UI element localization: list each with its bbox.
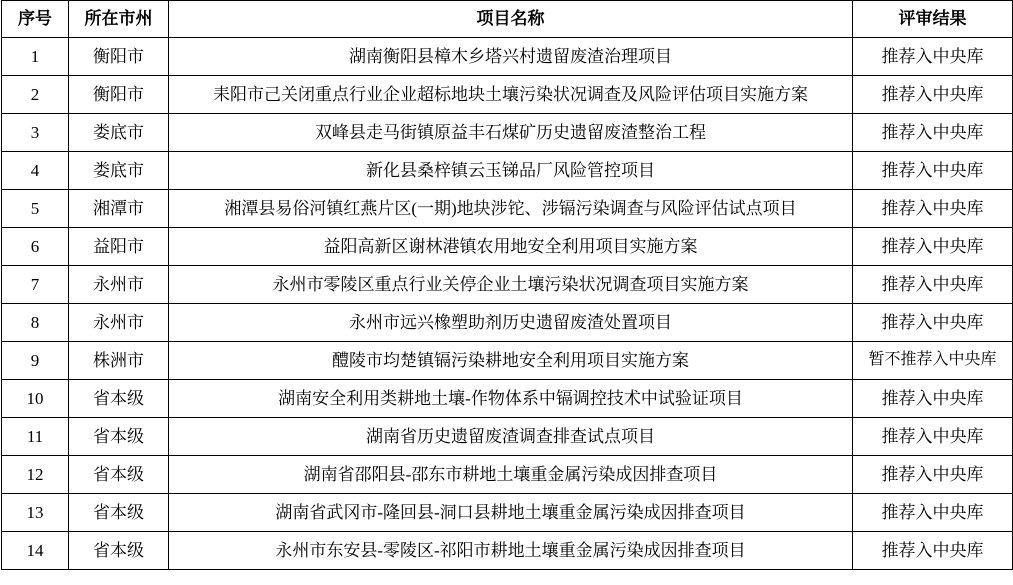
cell-city: 衡阳市 — [69, 76, 169, 114]
cell-project-name: 湖南省邵阳县-邵东市耕地土壤重金属污染成因排查项目 — [169, 456, 853, 494]
table-row — [2, 114, 1013, 152]
table-row — [2, 456, 1013, 494]
table-row — [2, 304, 1013, 342]
cell-project-name: 湖南省武冈市-隆回县-洞口县耕地土壤重金属污染成因排查项目 — [169, 494, 853, 532]
table-header-row — [2, 1, 1013, 38]
cell-review-result: 推荐入中央库 — [853, 190, 1013, 228]
cell-project-name: 湘潭县易俗河镇红燕片区(一期)地块涉铊、涉镉污染调查与风险评估试点项目 — [169, 190, 853, 228]
cell-review-result: 推荐入中央库 — [853, 38, 1013, 76]
table-row — [2, 190, 1013, 228]
cell-city: 衡阳市 — [69, 38, 169, 76]
cell-index: 1 — [2, 38, 69, 76]
cell-review-result: 推荐入中央库 — [853, 380, 1013, 418]
cell-index: 14 — [2, 532, 69, 570]
cell-city: 株洲市 — [69, 342, 169, 380]
cell-project-name: 耒阳市己关闭重点行业企业超标地块土壤污染状况调查及风险评估项目实施方案 — [169, 76, 853, 114]
cell-index: 4 — [2, 152, 69, 190]
project-review-table — [1, 0, 1013, 570]
cell-city: 娄底市 — [69, 152, 169, 190]
cell-city: 省本级 — [69, 456, 169, 494]
cell-index: 8 — [2, 304, 69, 342]
table-row — [2, 380, 1013, 418]
column-header-index: 序号 — [2, 1, 69, 38]
cell-index: 12 — [2, 456, 69, 494]
cell-index: 10 — [2, 380, 69, 418]
cell-project-name: 永州市远兴橡塑助剂历史遗留废渣处置项目 — [169, 304, 853, 342]
cell-city: 省本级 — [69, 532, 169, 570]
column-header-city: 所在市州 — [69, 1, 169, 38]
cell-project-name: 永州市东安县-零陵区-祁阳市耕地土壤重金属污染成因排查项目 — [169, 532, 853, 570]
cell-city: 永州市 — [69, 304, 169, 342]
cell-index: 11 — [2, 418, 69, 456]
column-header-result: 评审结果 — [853, 1, 1013, 38]
cell-project-name: 永州市零陵区重点行业关停企业土壤污染状况调查项目实施方案 — [169, 266, 853, 304]
table-row — [2, 342, 1013, 380]
table-body — [2, 38, 1013, 570]
table-row — [2, 494, 1013, 532]
cell-review-result: 推荐入中央库 — [853, 266, 1013, 304]
cell-city: 省本级 — [69, 418, 169, 456]
cell-review-result: 推荐入中央库 — [853, 532, 1013, 570]
cell-city: 益阳市 — [69, 228, 169, 266]
cell-city: 永州市 — [69, 266, 169, 304]
table-row — [2, 228, 1013, 266]
cell-index: 6 — [2, 228, 69, 266]
cell-project-name: 湖南省历史遗留废渣调查排查试点项目 — [169, 418, 853, 456]
table-row — [2, 76, 1013, 114]
cell-index: 13 — [2, 494, 69, 532]
cell-review-result: 暂不推荐入中央库 — [853, 342, 1013, 380]
cell-review-result: 推荐入中央库 — [853, 304, 1013, 342]
cell-review-result: 推荐入中央库 — [853, 418, 1013, 456]
cell-review-result: 推荐入中央库 — [853, 228, 1013, 266]
cell-index: 5 — [2, 190, 69, 228]
cell-city: 湘潭市 — [69, 190, 169, 228]
table-row — [2, 266, 1013, 304]
cell-project-name: 醴陵市均楚镇镉污染耕地安全利用项目实施方案 — [169, 342, 853, 380]
cell-review-result: 推荐入中央库 — [853, 114, 1013, 152]
cell-review-result: 推荐入中央库 — [853, 152, 1013, 190]
cell-project-name: 新化县桑梓镇云玉锑品厂风险管控项目 — [169, 152, 853, 190]
cell-project-name: 湖南衡阳县樟木乡塔兴村遗留废渣治理项目 — [169, 38, 853, 76]
table-row — [2, 532, 1013, 570]
cell-project-name: 益阳高新区谢林港镇农用地安全利用项目实施方案 — [169, 228, 853, 266]
cell-city: 省本级 — [69, 494, 169, 532]
cell-index: 7 — [2, 266, 69, 304]
column-header-project: 项目名称 — [169, 1, 853, 38]
cell-review-result: 推荐入中央库 — [853, 494, 1013, 532]
cell-review-result: 推荐入中央库 — [853, 456, 1013, 494]
cell-project-name: 双峰县走马街镇原益丰石煤矿历史遗留废渣整治工程 — [169, 114, 853, 152]
cell-review-result: 推荐入中央库 — [853, 76, 1013, 114]
table-row — [2, 38, 1013, 76]
cell-index: 3 — [2, 114, 69, 152]
table-row — [2, 418, 1013, 456]
cell-project-name: 湖南安全利用类耕地土壤-作物体系中镉调控技术中试验证项目 — [169, 380, 853, 418]
cell-city: 省本级 — [69, 380, 169, 418]
cell-index: 9 — [2, 342, 69, 380]
table-row — [2, 152, 1013, 190]
cell-index: 2 — [2, 76, 69, 114]
cell-city: 娄底市 — [69, 114, 169, 152]
